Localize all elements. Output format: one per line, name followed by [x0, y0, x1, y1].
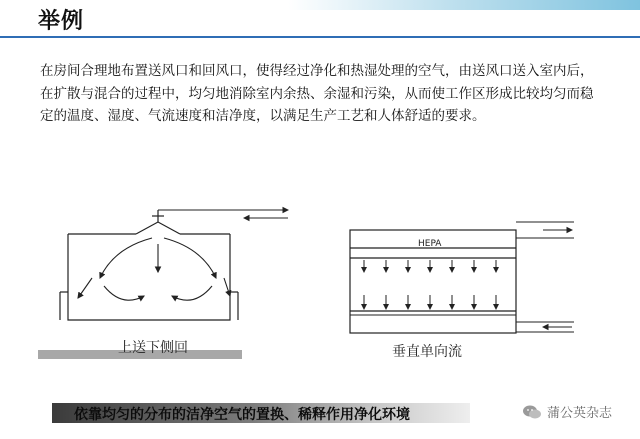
right-figure-caption: 垂直单向流: [392, 344, 462, 360]
slide-title: 举例: [38, 9, 85, 34]
top-decorative-band: [0, 0, 640, 10]
left-figure-caption: 上送下侧回: [118, 340, 188, 356]
vertical-unidirectional-flow-diagram: [350, 222, 574, 333]
footer-caption: 依靠均匀的分布的洁净空气的置换、稀释作用净化环境: [74, 407, 410, 423]
watermark: [522, 402, 612, 421]
title-underline: [0, 36, 640, 38]
watermark-text: 蒲公英杂志: [547, 406, 613, 421]
hepa-label: HEPA: [418, 239, 442, 249]
body-paragraph: 在房间合理地布置送风口和回风口，使得经过净化和热湿处理的空气，由送风口送入室内后，在扩散与混合的过程中，均匀地消除室内余热、余湿和污染，从而使工作区形成比较均匀而稳定的温度、湿度、气流速度和洁净度，以满足生产工艺和人体舒适的要求。: [40, 63, 594, 124]
wechat-icon: [522, 404, 542, 420]
